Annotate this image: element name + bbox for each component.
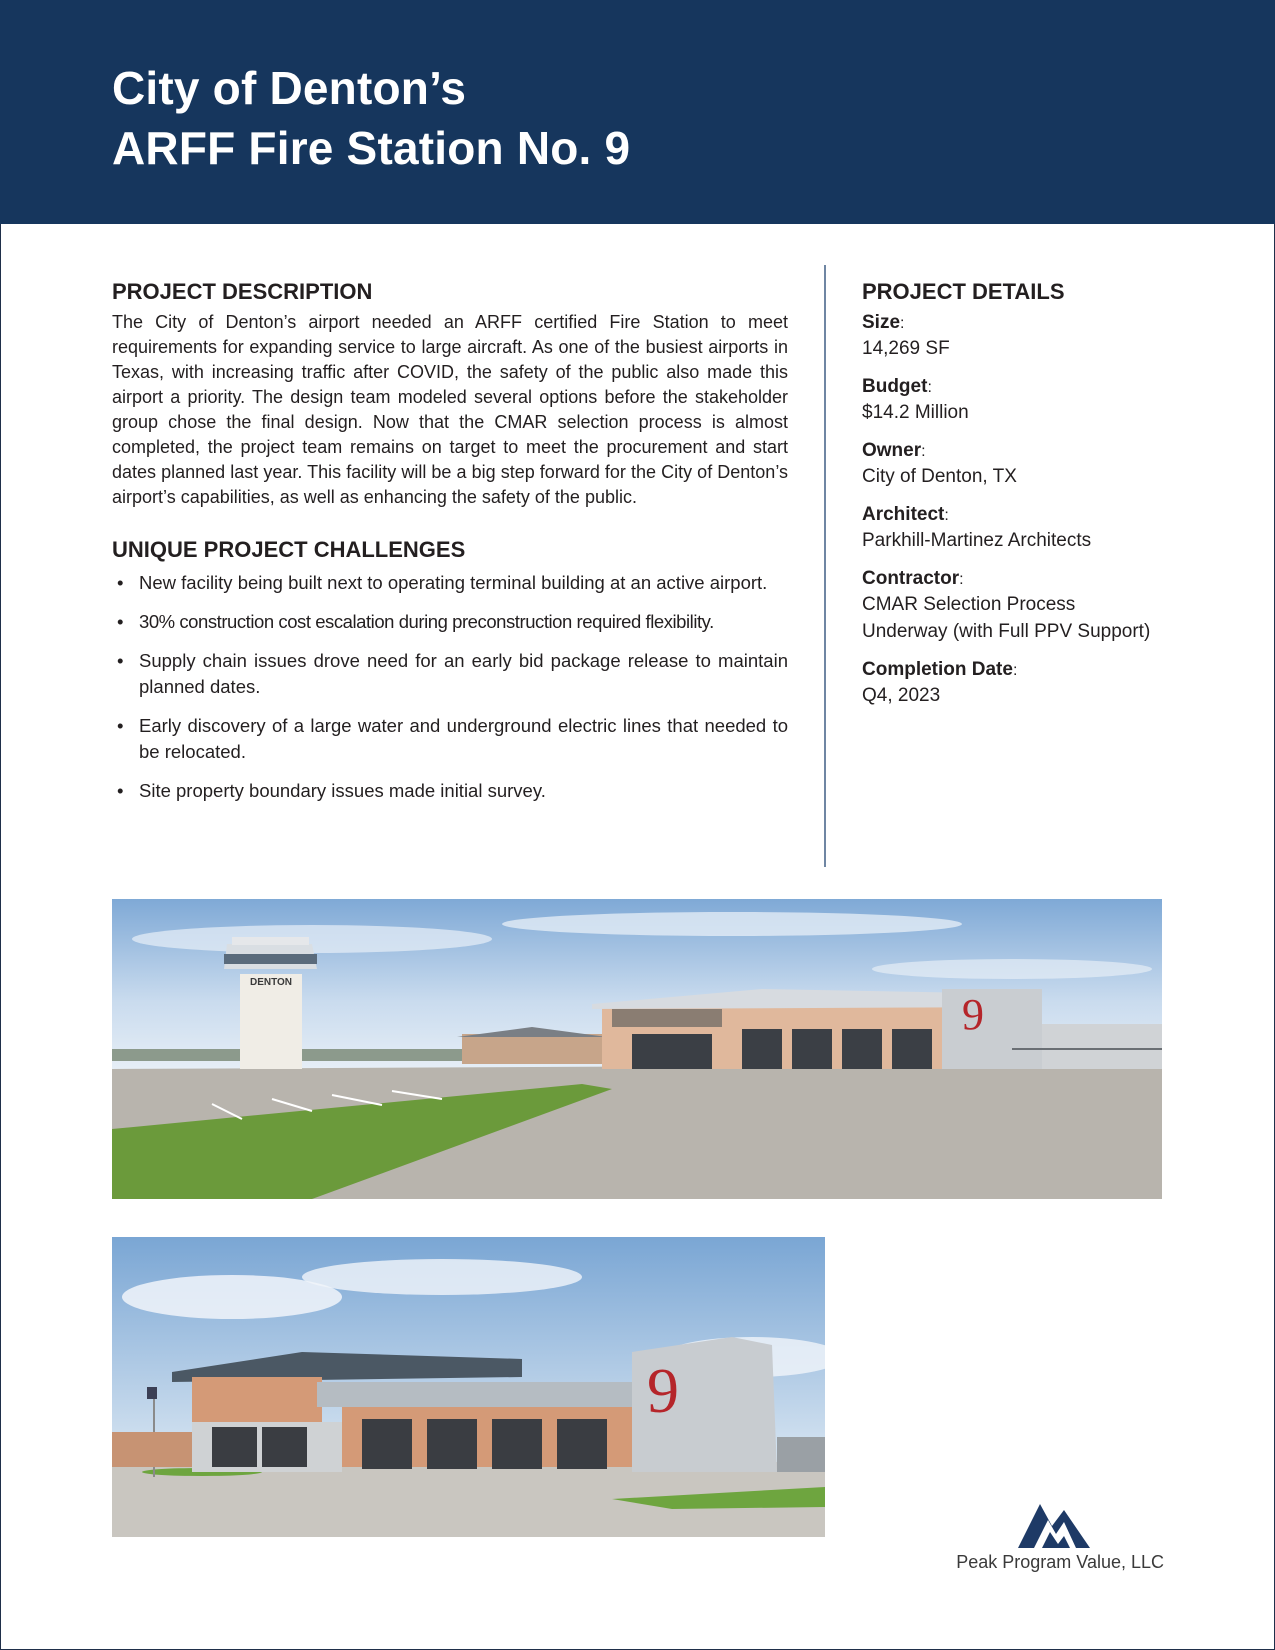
list-item: [112, 778, 788, 804]
rendering-wide-svg: [112, 899, 1162, 1199]
detail-value: CMAR Selection Process: [862, 594, 1076, 615]
bullet-icon: •: [117, 780, 124, 801]
detail-value: Q4, 2023: [862, 685, 941, 706]
project-description-heading: PROJECT DESCRIPTION: [112, 279, 373, 304]
header-banner: [0, 0, 1275, 224]
station-number-text: 9: [962, 990, 984, 1039]
challenge-text: 30% construction cost escalation during preconstruction required flexibility.: [139, 611, 714, 632]
detail-value: City of Denton, TX: [862, 466, 1017, 487]
rendering-wide-view: [112, 899, 1162, 1199]
challenge-text: Site property boundary issues made initial survey.: [139, 780, 546, 801]
list-item: [112, 570, 788, 596]
detail-label: Size:: [862, 312, 905, 333]
detail-value: Parkhill-Martinez Architects: [862, 530, 1092, 551]
detail-label: Contractor:: [862, 568, 964, 589]
detail-owner: [862, 438, 1192, 490]
list-item: [112, 648, 788, 700]
column-divider: [824, 265, 826, 867]
tower-sign-text: DENTON: [249, 977, 293, 988]
challenge-text: Early discovery of a large water and underground electric lines that needed to be relocated.: [139, 715, 788, 762]
page-title-line1: City of Denton’s: [112, 62, 467, 114]
detail-size: [862, 310, 1192, 362]
page-title-line2: ARFF Fire Station No. 9: [112, 122, 631, 174]
rendering-close-view: [112, 1237, 825, 1537]
bullet-icon: •: [117, 611, 124, 632]
left-column: [112, 278, 788, 817]
list-item: [112, 609, 788, 635]
rendering-close-svg: [112, 1237, 825, 1537]
station-number-text: 9: [647, 1355, 679, 1426]
detail-value: 14,269 SF: [862, 338, 950, 359]
detail-architect: [862, 502, 1192, 554]
detail-value: Underway (with Full PPV Support): [862, 621, 1151, 642]
bullet-icon: •: [117, 715, 124, 736]
project-details-panel: [862, 278, 1192, 709]
challenges-list: [112, 570, 788, 804]
detail-completion: [862, 657, 1192, 709]
detail-label: Architect:: [862, 504, 949, 525]
page-title: [112, 58, 630, 178]
project-description-text: The City of Denton’s airport needed an ARFF certified Fire Station to meet requirements for expanding service to large aircraft. As one of the busiest airports in Texas, with increasing traffic after COVID, the safety of the public also made this airport a priority. The design team modeled several options before the stakeholder group chose the final design. Now that the CMAR selection process is almost completed, the project team remains on target to meet the procurement and start dates planned last year. This facility will be a big step forward for the City of Denton’s airport’s capabilities, as well as enhancing the safety of the public.: [112, 312, 788, 507]
detail-label: Completion Date:: [862, 659, 1018, 680]
challenge-text: Supply chain issues drove need for an early bid package release to maintain planned dates.: [139, 650, 788, 697]
company-logo-icon: [1018, 1496, 1090, 1548]
detail-value: $14.2 Million: [862, 402, 969, 423]
project-details-heading: PROJECT DETAILS: [862, 279, 1065, 304]
detail-label: Budget:: [862, 376, 932, 397]
detail-contractor: [862, 566, 1192, 645]
detail-label: Owner:: [862, 440, 926, 461]
challenges-section: [112, 536, 788, 804]
detail-budget: [862, 374, 1192, 426]
challenge-text: New facility being built next to operating terminal building at an active airport.: [139, 572, 768, 593]
list-item: [112, 713, 788, 765]
bullet-icon: •: [117, 572, 124, 593]
company-name: Peak Program Value, LLC: [956, 1552, 1164, 1572]
challenges-heading: UNIQUE PROJECT CHALLENGES: [112, 537, 466, 562]
bullet-icon: •: [117, 650, 124, 671]
